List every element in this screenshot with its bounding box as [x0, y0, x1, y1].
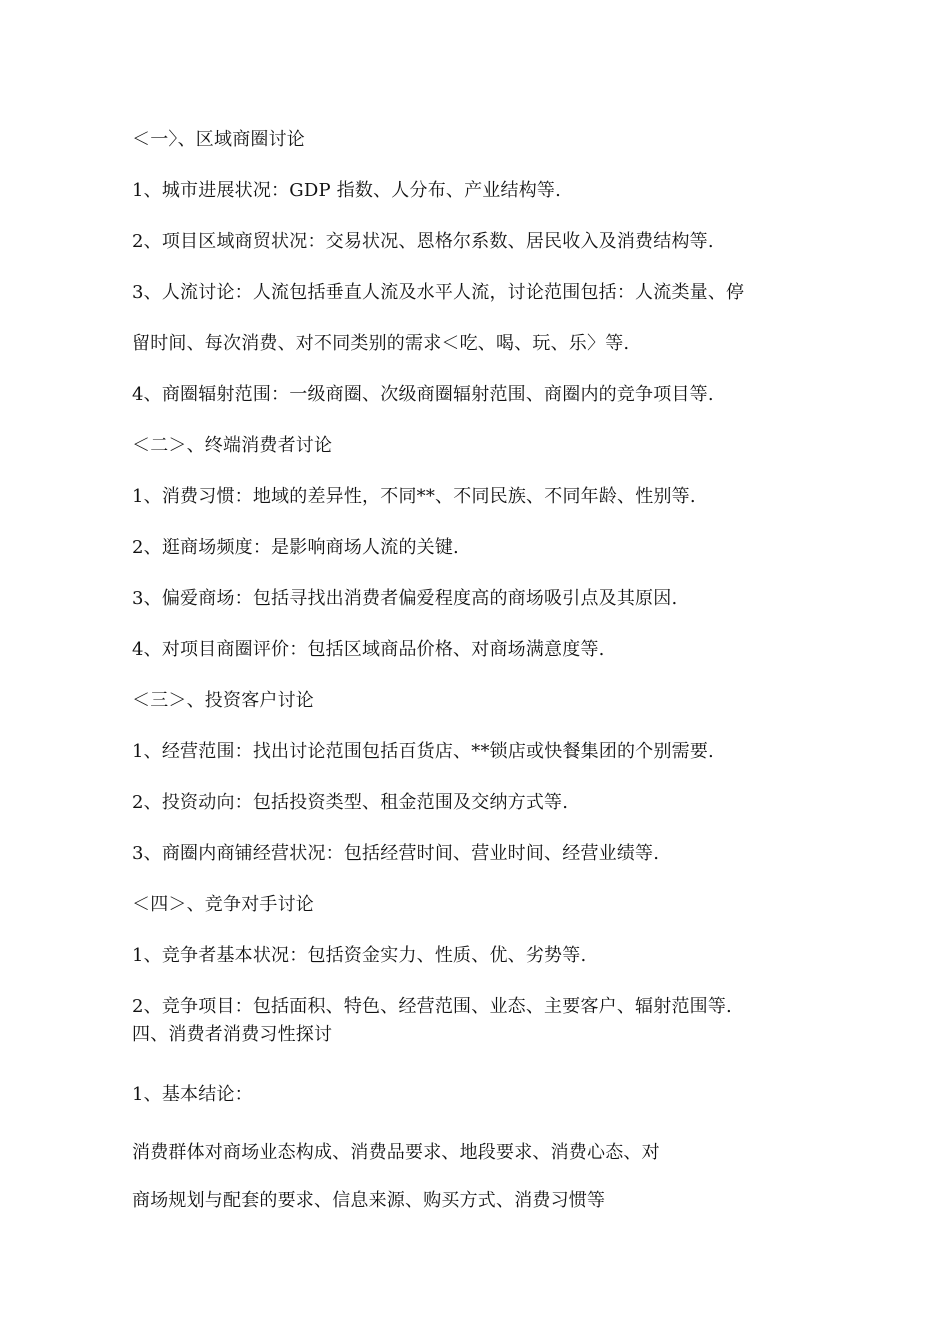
paragraph-foot-traffic: 3、人流讨论：人流包括垂直人流及水平人流，讨论范围包括：人流类量、停: [132, 282, 745, 303]
paragraph-investment-trends: 2、投资动向：包括投资类型、租金范围及交纳方式等.: [132, 792, 569, 813]
paragraph-shop-operations: 3、商圈内商铺经营状况：包括经营时间、营业时间、经营业绩等.: [132, 843, 660, 864]
paragraph-project-evaluation: 4、对项目商圈评价：包括区域商品价格、对商场满意度等.: [132, 639, 605, 660]
paragraph-trade-area-radius: 4、商圈辐射范围：一级商圈、次级商圈辐射范围、商圈内的竞争项目等.: [132, 384, 714, 405]
section-heading-regional-trade-area: ＜一〉、区域商圈讨论: [132, 129, 305, 150]
paragraph-city-development: 1、城市进展状况：GDP 指数、人分布、产业结构等.: [132, 180, 562, 201]
paragraph-shopping-frequency: 2、逛商场频度：是影响商场人流的关键.: [132, 537, 459, 558]
section-heading-end-consumers: ＜二＞、终端消费者讨论: [132, 435, 333, 456]
paragraph-consumer-groups: 消费群体对商场业态构成、消费品要求、地段要求、消费心态、对: [132, 1142, 660, 1163]
paragraph-competitor-basics: 1、竞争者基本状况：包括资金实力、性质、优、劣势等.: [132, 945, 587, 966]
paragraph-consumer-groups-continued: 商场规划与配套的要求、信息来源、购买方式、消费习惯等: [132, 1190, 606, 1211]
section-heading-competitors: ＜四＞、竞争对手讨论: [132, 894, 314, 915]
paragraph-foot-traffic-continued: 留时间、每次消费、对不同类别的需求＜吃、喝、玩、乐〉等.: [132, 333, 630, 354]
paragraph-basic-conclusion: 1、基本结论：: [132, 1084, 253, 1105]
section-heading-investment-clients: ＜三＞、投资客户讨论: [132, 690, 314, 711]
paragraph-competing-projects: 2、竞争项目：包括面积、特色、经营范围、业态、主要客户、辐射范围等.: [132, 996, 732, 1017]
paragraph-regional-trade: 2、项目区域商贸状况：交易状况、恩格尔系数、居民收入及消费结构等.: [132, 231, 714, 252]
paragraph-preferred-malls: 3、偏爱商场：包括寻找出消费者偏爱程度高的商场吸引点及其原因.: [132, 588, 678, 609]
paragraph-business-scope: 1、经营范围：找出讨论范围包括百货店、**锁店或快餐集团的个别需要.: [132, 741, 714, 762]
section-heading-consumer-habits: 四、消费者消费习性探讨: [132, 1024, 333, 1045]
paragraph-consumption-habits: 1、消费习惯：地域的差异性，不同**、不同民族、不同年龄、性别等.: [132, 486, 696, 507]
